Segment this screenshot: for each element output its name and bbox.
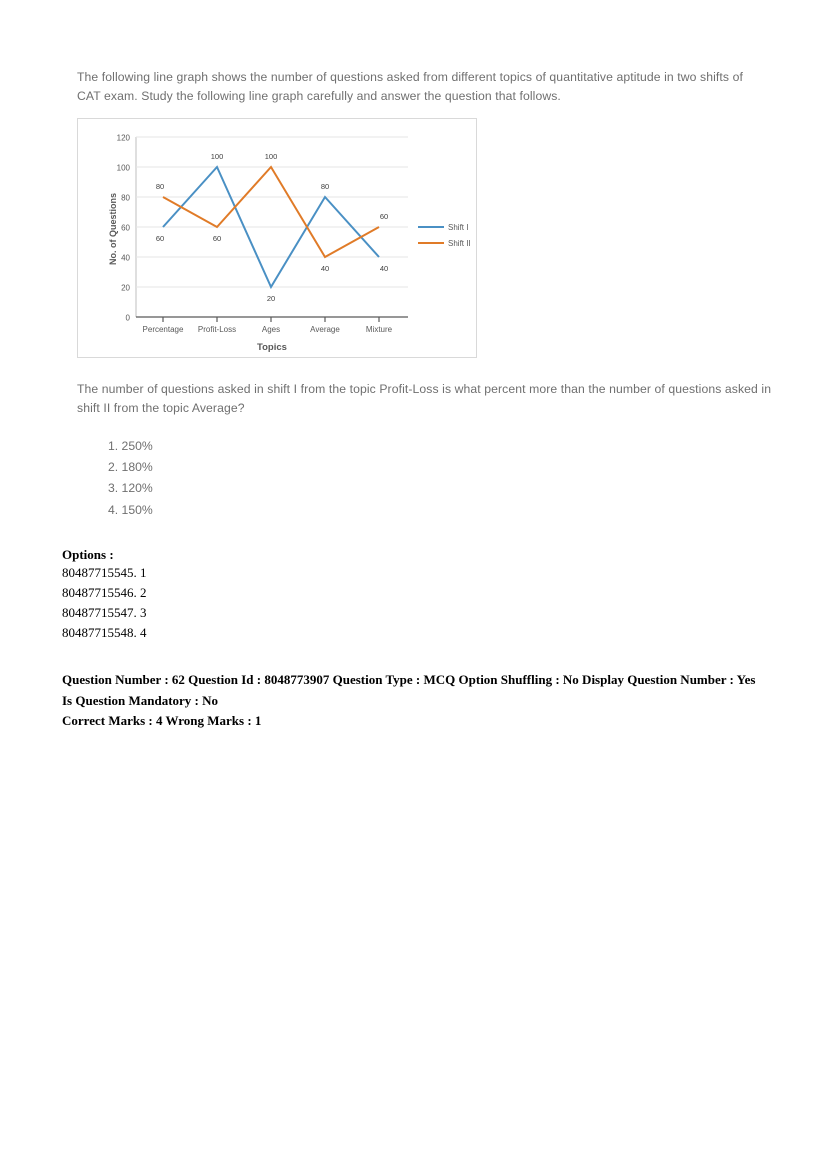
metadata-line-3: Correct Marks : 4 Wrong Marks : 1 bbox=[62, 712, 262, 728]
option-id-row-3: 80487715547. 3 bbox=[62, 605, 147, 621]
line-chart bbox=[78, 119, 476, 357]
data-label-shift-ii-1: 60 bbox=[212, 233, 222, 243]
x-tick-label-3: Average bbox=[310, 324, 340, 334]
y-tick-120: 120 bbox=[116, 133, 130, 143]
line-chart-container bbox=[77, 118, 477, 358]
option-id-row-4: 80487715548. 4 bbox=[62, 625, 147, 641]
data-label-shift-ii-0: 80 bbox=[155, 181, 165, 191]
y-tick-0: 0 bbox=[125, 313, 130, 323]
data-label-shift-i-0: 60 bbox=[155, 233, 165, 243]
question-metadata bbox=[62, 670, 792, 731]
option-id-row-1: 80487715545. 1 bbox=[62, 565, 147, 580]
choice-item-3[interactable]: 3. 120% bbox=[108, 481, 153, 496]
metadata-line-1: Question Number : 62 Question Id : 8048773907 Question Type : MCQ Option Shuffling : No Display Question Number : Yes bbox=[62, 671, 756, 687]
metadata-line-2: Is Question Mandatory : No bbox=[62, 693, 219, 709]
chart-legend bbox=[418, 223, 471, 248]
options-heading: Options : bbox=[62, 547, 114, 562]
y-tick-80: 80 bbox=[121, 193, 130, 203]
question-text: The number of questions asked in shift I from the topic Profit-Loss is what percent more than the number of questions asked in shift II from the topic Average? bbox=[77, 381, 772, 415]
choice-item-4[interactable]: 4. 150% bbox=[108, 502, 153, 517]
x-axis bbox=[136, 317, 408, 334]
x-tick-label-4: Mixture bbox=[365, 324, 393, 334]
data-label-shift-i-3: 80 bbox=[320, 181, 330, 191]
y-tick-100: 100 bbox=[116, 163, 130, 173]
series-line-shift-ii bbox=[163, 167, 379, 257]
y-tick-20: 20 bbox=[121, 283, 130, 293]
y-tick-40: 40 bbox=[121, 253, 130, 263]
x-tick-label-0: Percentage bbox=[142, 324, 184, 334]
choice-list bbox=[92, 436, 764, 521]
legend-label-shift-ii: Shift II bbox=[448, 238, 471, 248]
y-axis bbox=[117, 133, 136, 322]
option-id-row-2: 80487715546. 2 bbox=[62, 585, 147, 601]
x-tick-label-1: Profit-Loss bbox=[197, 324, 237, 334]
data-label-shift-ii-2: 100 bbox=[264, 151, 278, 161]
y-tick-60: 60 bbox=[121, 223, 130, 233]
data-label-shift-i-1: 100 bbox=[210, 151, 224, 161]
x-axis-title: Topics bbox=[257, 341, 287, 353]
choice-item-1[interactable]: 1. 250% bbox=[108, 438, 153, 453]
y-axis-title: No. of Questions bbox=[108, 192, 118, 265]
data-label-shift-i-4: 40 bbox=[379, 263, 389, 273]
data-label-shift-i-2: 20 bbox=[266, 293, 276, 303]
data-label-shift-ii-3: 40 bbox=[320, 263, 330, 273]
data-label-shift-ii-4: 60 bbox=[379, 211, 389, 221]
choice-item-2[interactable]: 2. 180% bbox=[108, 459, 153, 474]
legend-label-shift-i: Shift I bbox=[448, 222, 469, 232]
passage-intro: The following line graph shows the number of questions asked from different topics of quantitative aptitude in two shifts of CAT exam. Study the following line graph carefully and answer the question that follows. bbox=[77, 70, 743, 103]
x-tick-label-2: Ages bbox=[261, 324, 281, 334]
